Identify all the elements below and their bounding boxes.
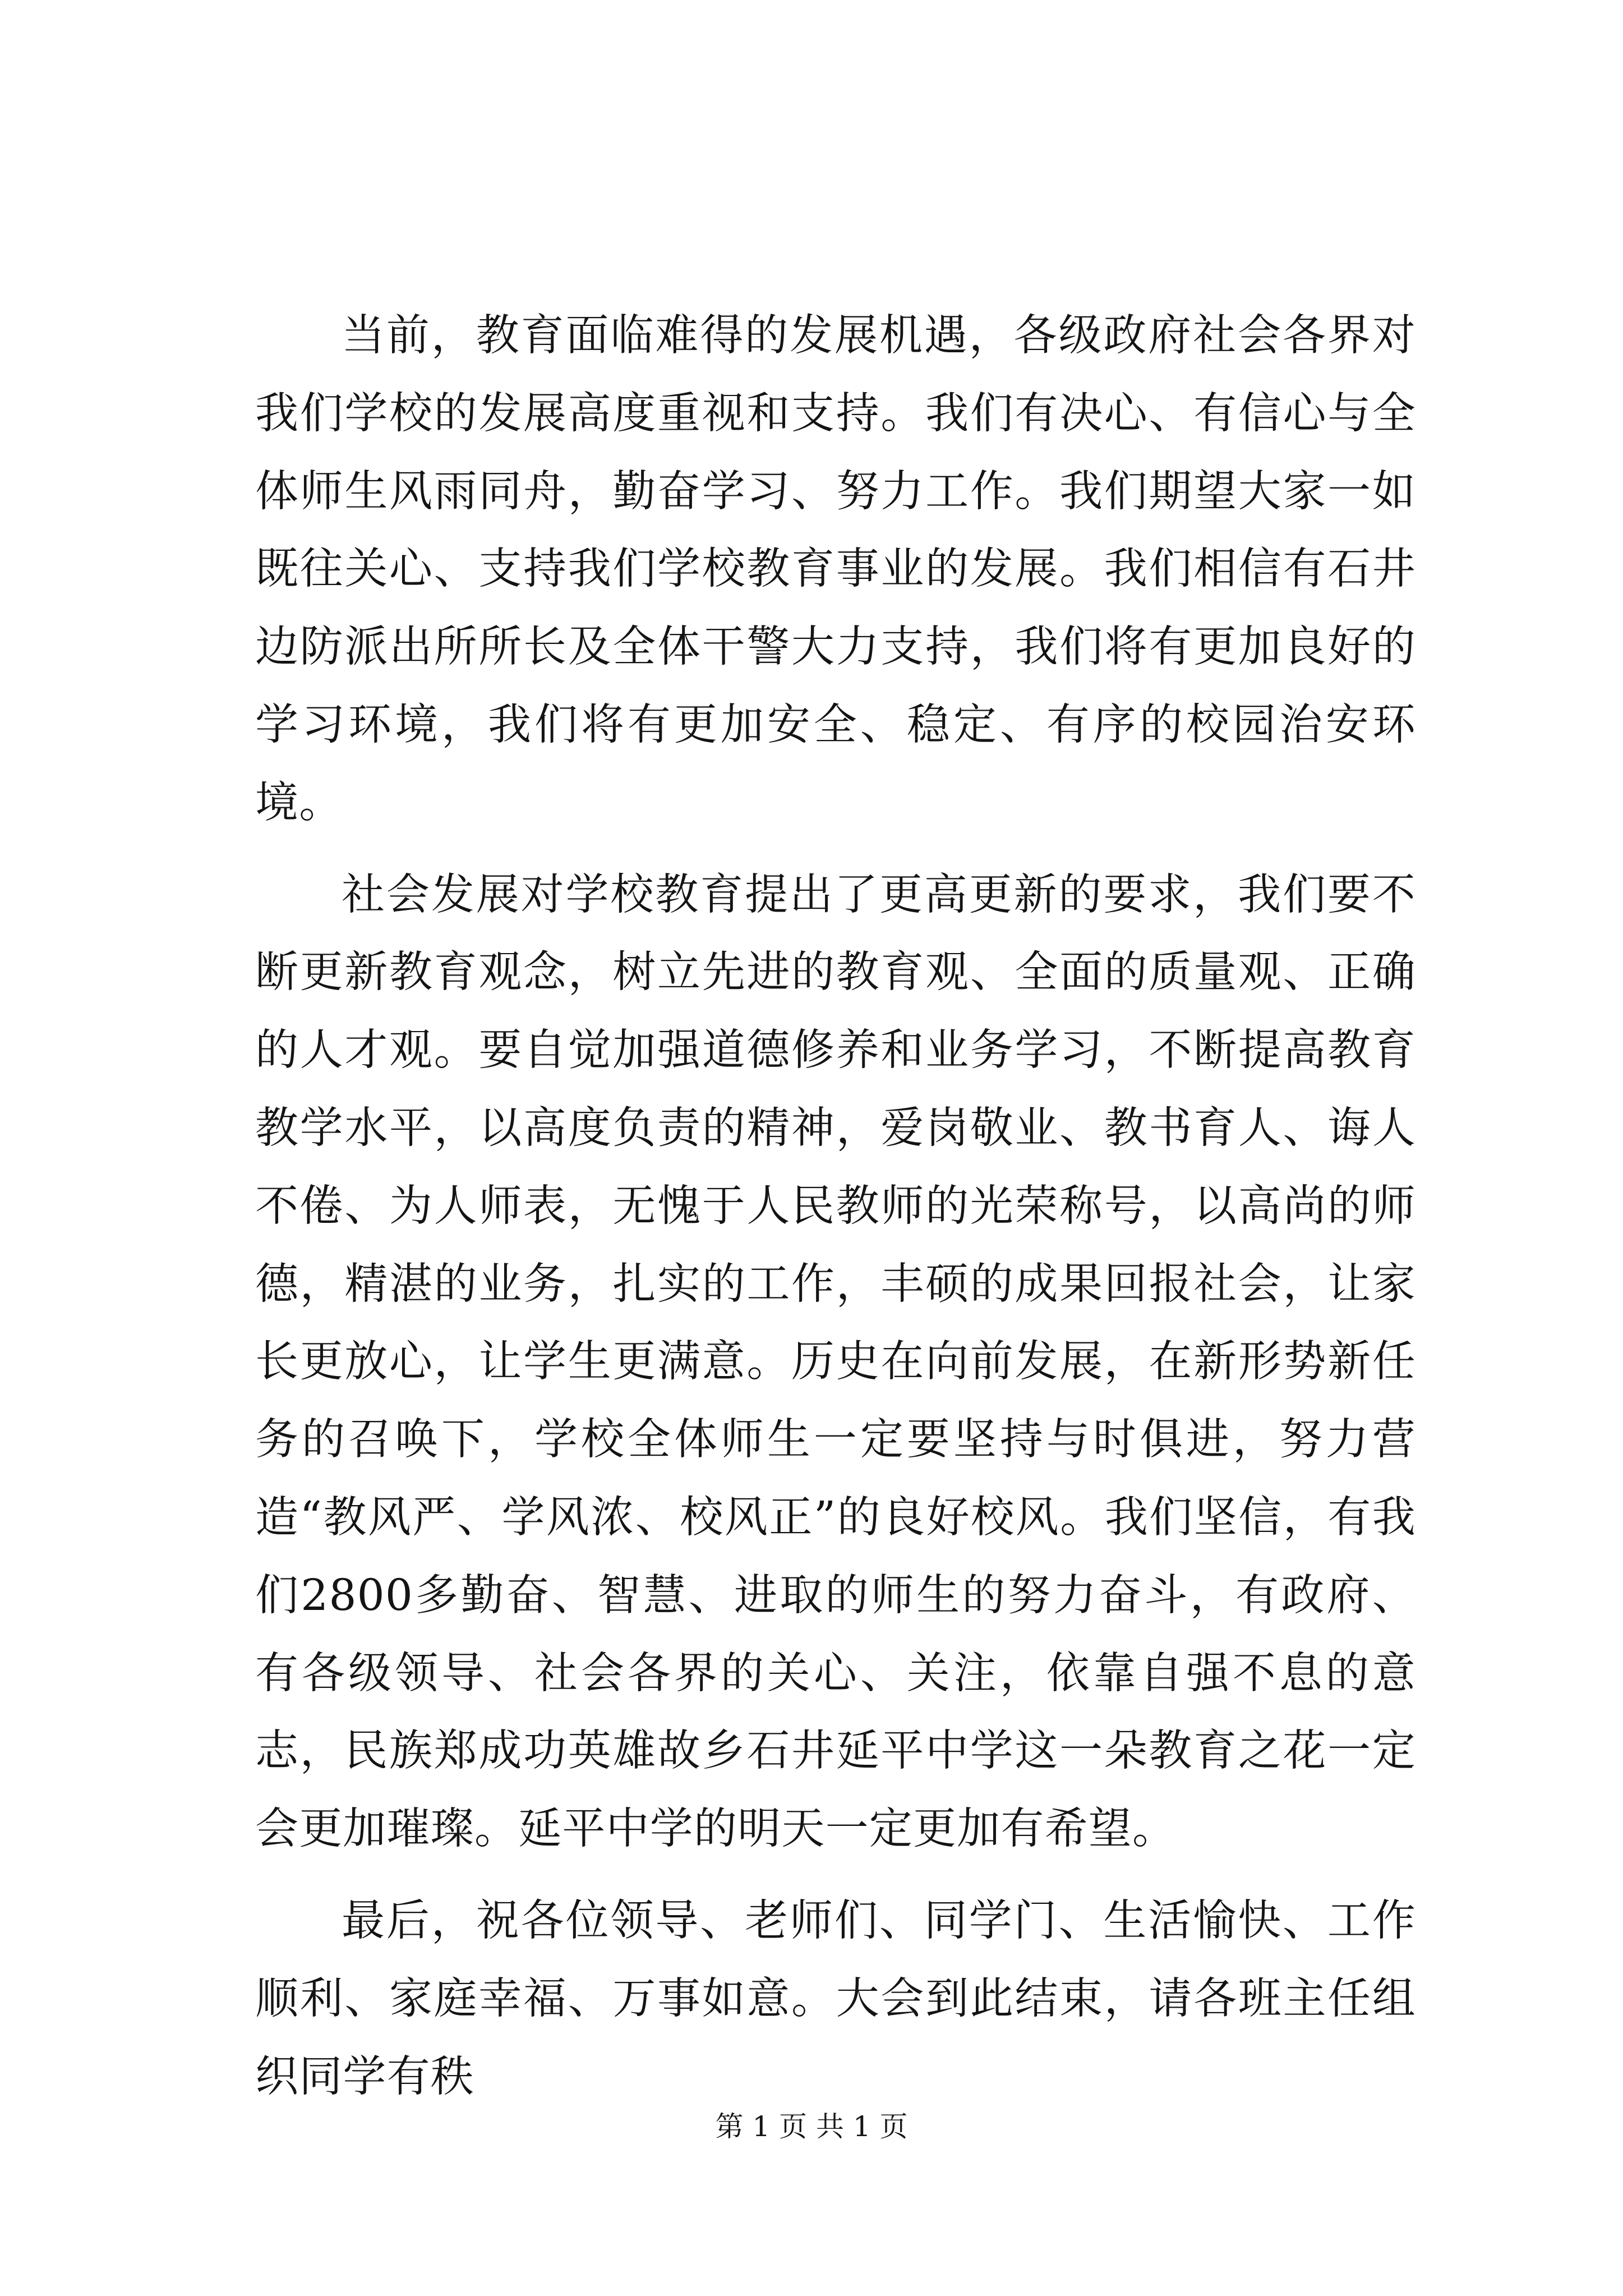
page-footer: 第 1 页 共 1 页 [715,2110,908,2143]
document-body [255,297,1416,2116]
paragraph-3: 最后，祝各位领导、老师们、同学门、生活愉快、工作顺利、家庭幸福、万事如意。大会到此结束，请各班主任组织同学有秩 [255,1895,1416,2102]
paragraph-2: 社会发展对学校教育提出了更高更新的要求，我们要不断更新教育观念，树立先进的教育观、全面的质量观、正确的人才观。要自觉加强道德修养和业务学习，不断提高教育教学水平，以高度负责的精神，爱岗敬业、教书育人、诲人不倦、为人师表，无愧于人民教师的光荣称号，以高尚的师德，精湛的业务，扎实的工作，丰硕的成果回报社会，让家长更放心，让学生更满意。历史在向前发展，在新形势新任务的召唤下，学校全体师生一定要坚持与时俱进，努力营造“教风严、学风浓、校风正”的良好校风。我们坚信，有我们2800多勤奋、智慧、进取的师生的努力奋斗，有政府、有各级领导、社会各界的关心、关注，依靠自强不息的意志，民族郑成功英雄故乡石井延平中学这一朵教育之花一定会更加璀璨。延平中学的明天一定更加有希望。 [255,869,1416,1855]
paragraph-1: 当前，教育面临难得的发展机遇，各级政府社会各界对我们学校的发展高度重视和支持。我们有决心、有信心与全体师生风雨同舟，勤奋学习、努力工作。我们期望大家一如既往关心、支持我们学校教育事业的发展。我们相信有石井边防派出所所长及全体干警大力支持，我们将有更加良好的学习环境，我们将有更加安全、稳定、有序的校园治安环境。 [255,311,1416,828]
